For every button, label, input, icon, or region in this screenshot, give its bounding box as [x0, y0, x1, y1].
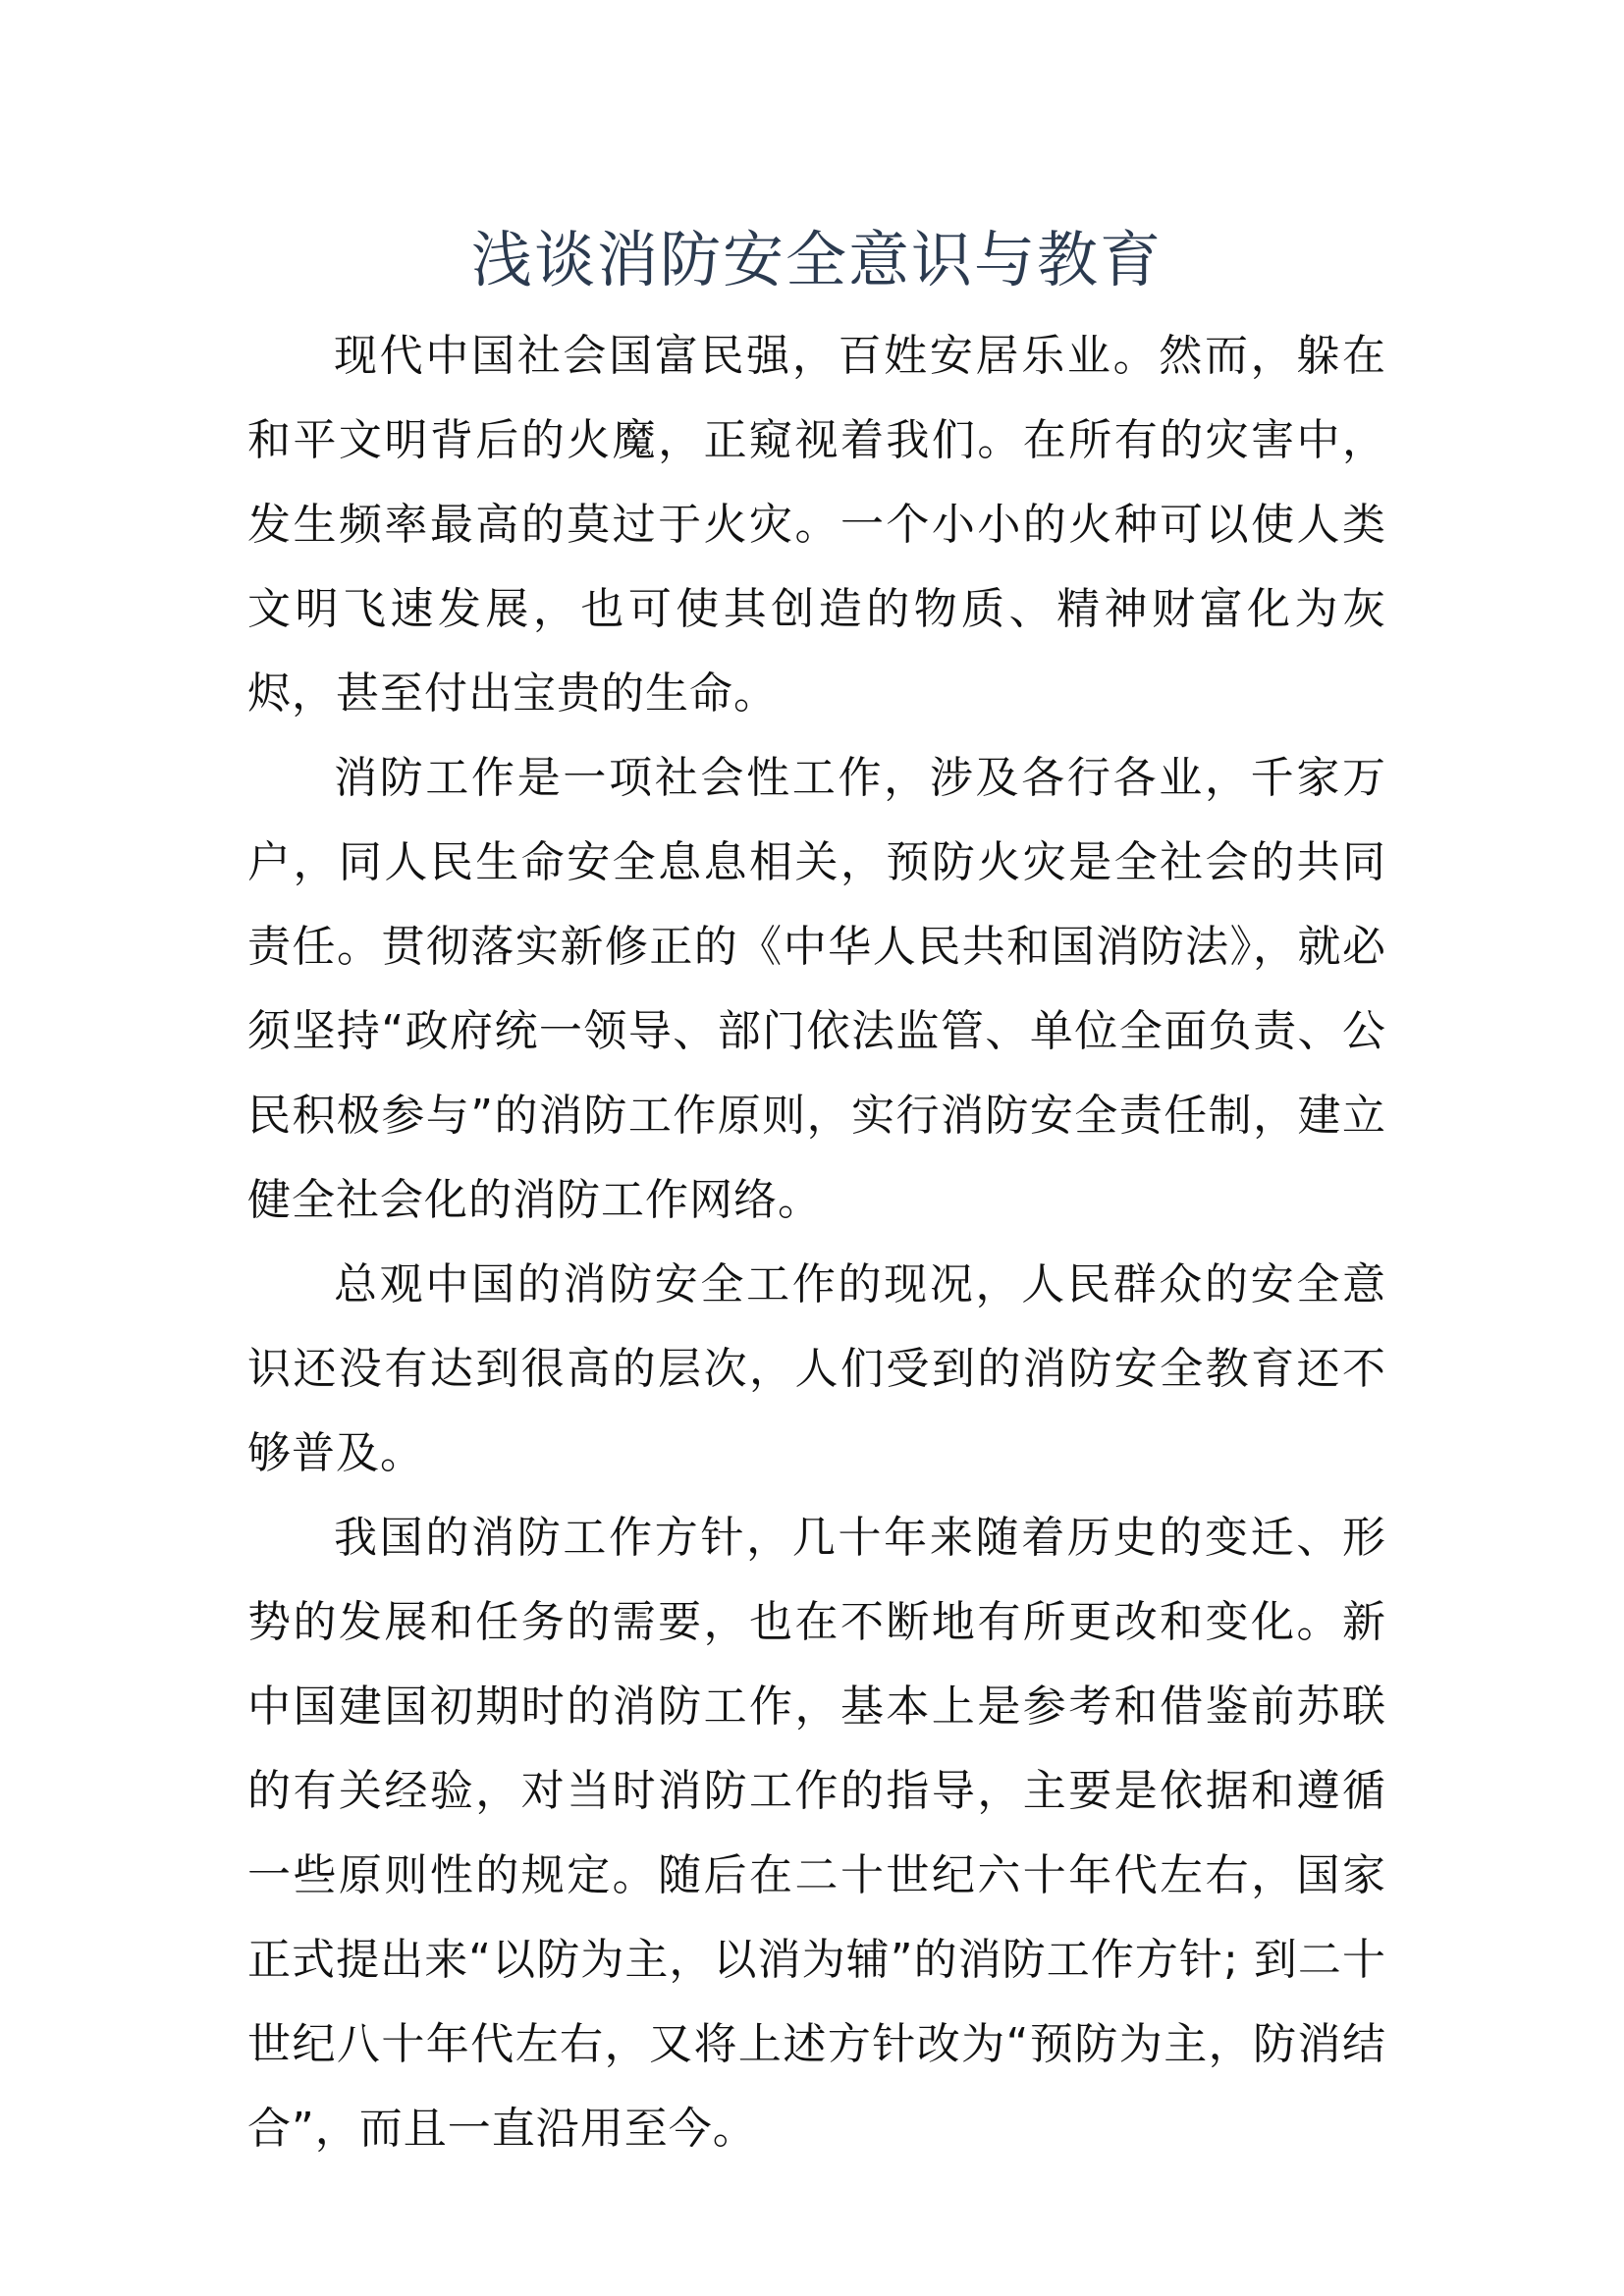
document-page: [247, 206, 1386, 2171]
paragraph-2: 消防工作是一项社会性工作，涉及各行各业，千家万户，同人民生命安全息息相关，预防火灾是全社会的共同责任。贯彻落实新修正的《中华人民共和国消防法》，就必须坚持“政府统一领导、部门依法监管、单位全面负责、公民积极参与”的消防工作原则，实行消防安全责任制，建立健全社会化的消防工作网络。: [247, 753, 1386, 1225]
paragraph-4: 我国的消防工作方针，几十年来随着历史的变迁、形势的发展和任务的需要，也在不断地有所更改和变化。新中国建国初期时的消防工作，基本上是参考和借鉴前苏联的有关经验，对当时消防工作的指导，主要是依据和遵循一些原则性的规定。随后在二十世纪六十年代左右，国家正式提出来“以防为主，以消为辅”的消防工作方针; 到二十世纪八十年代左右，又将上述方针改为“预防为主，防消结合”，而且一直沿用至今。: [247, 1513, 1386, 2154]
paragraph-1: 现代中国社会国富民强，百姓安居乐业。然而，躲在和平文明背后的火魔，正窥视着我们。在所有的灾害中，发生频率最高的莫过于火灾。一个小小的火种可以使人类文明飞速发展，也可使其创造的物质、精神财富化为灰烬，甚至付出宝贵的生命。: [247, 331, 1386, 719]
paragraph-3: 总观中国的消防安全工作的现况，人民群众的安全意识还没有达到很高的层次，人们受到的消防安全教育还不够普及。: [247, 1259, 1386, 1478]
document-title: 浅谈消防安全意识与教育: [470, 224, 1163, 295]
